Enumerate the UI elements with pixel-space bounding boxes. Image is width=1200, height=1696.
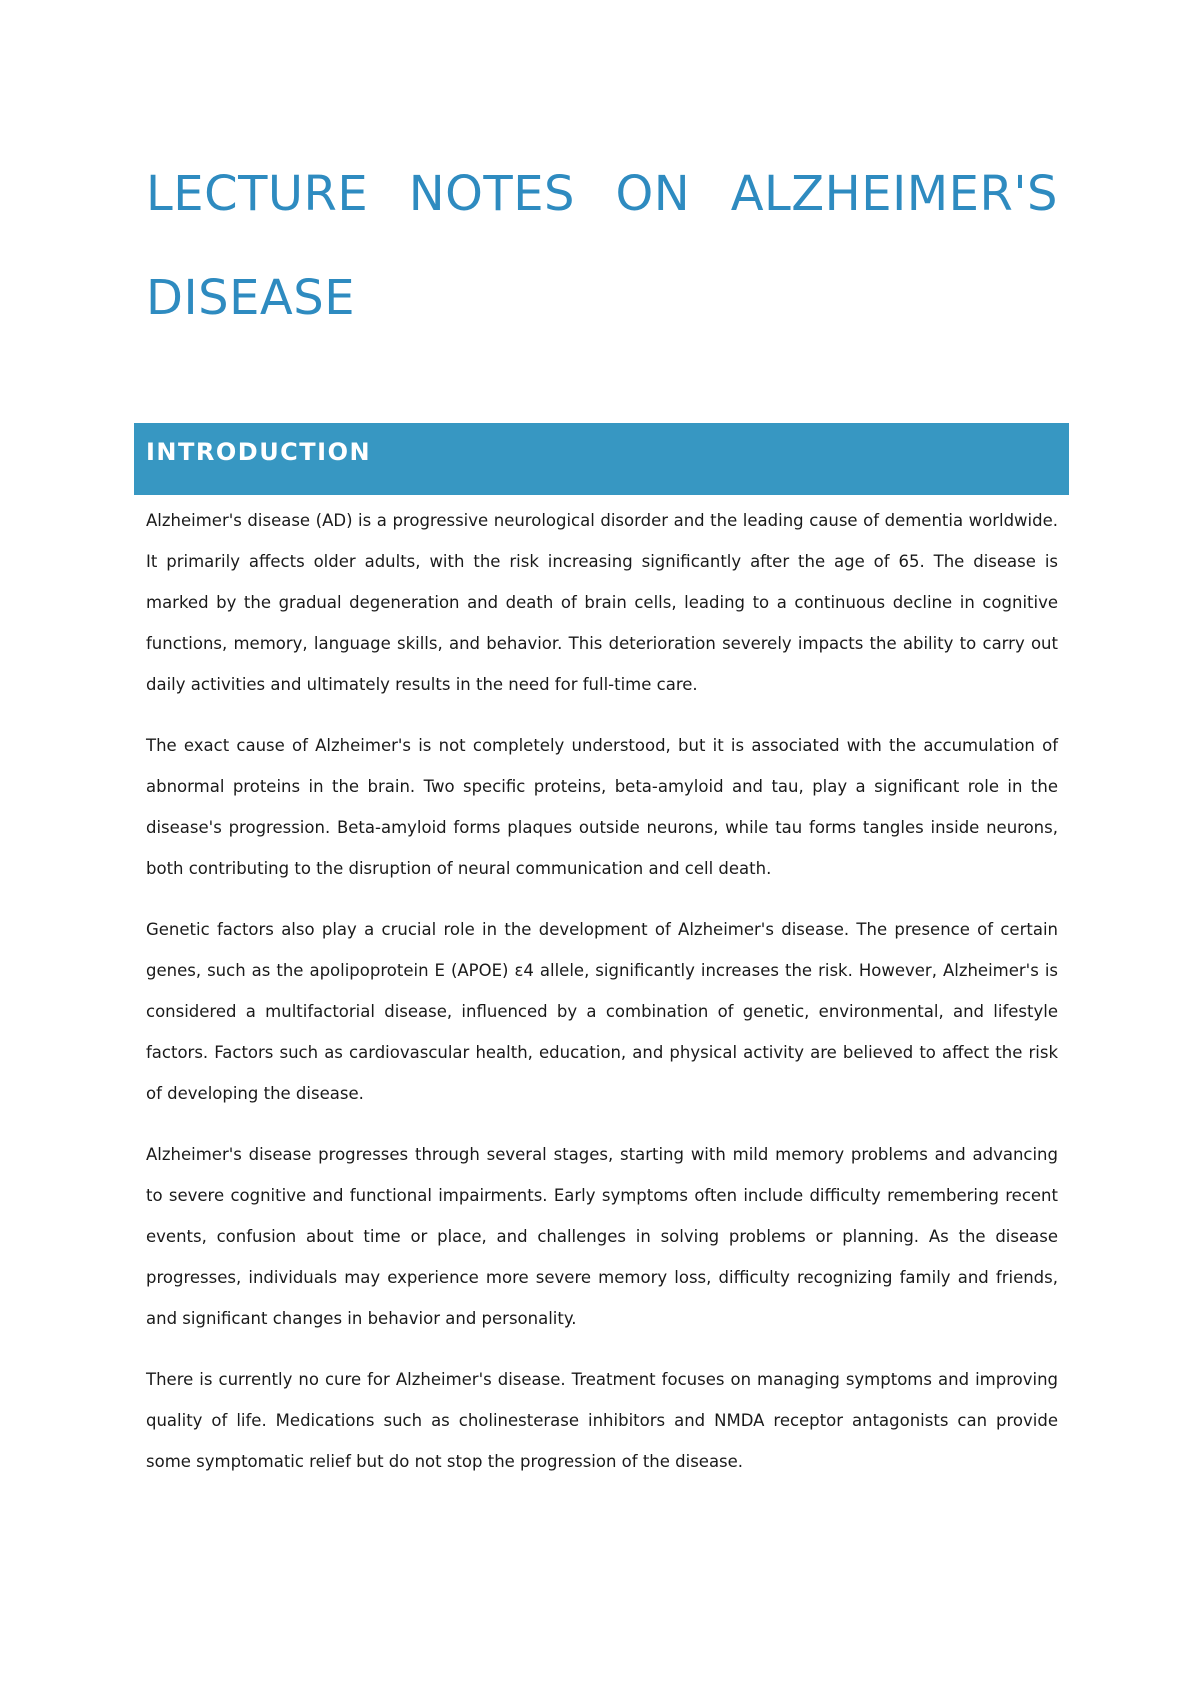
paragraph: Genetic factors also play a crucial role in the development of Alzheimer's disease. The presence of certain genes, such as the apolipoprotein E (APOE) ε4 allele, significantly increases the risk. However, Alzheimer's is considered a multifactorial disease, influenced by a combination of genetic, environmental, and lifestyle factors. Factors such as cardiovascular health, education, and physical activity are believed to affect the risk of developing the disease.: [146, 920, 1058, 1103]
paragraph: Alzheimer's disease (AD) is a progressive neurological disorder and the leading cause of dementia worldwide. It primarily affects older adults, with the risk increasing significantly after the age of 65. The disease is marked by the gradual degeneration and death of brain cells, leading to a continuous decline in cognitive functions, memory, language skills, and behavior. This deterioration severely impacts the ability to carry out daily activities and ultimately results in the need for full-time care.: [146, 511, 1058, 694]
paragraph: There is currently no cure for Alzheimer's disease. Treatment focuses on managing symptoms and improving quality of life. Medications such as cholinesterase inhibitors and NMDA receptor antagonists can provide some symptomatic relief but do not stop the progression of the disease.: [146, 1370, 1058, 1471]
document-title: LECTURE NOTES ON ALZHEIMER'S DISEASE: [146, 166, 1058, 326]
paragraph: The exact cause of Alzheimer's is not completely understood, but it is associated with the accumulation of abnormal proteins in the brain. Two specific proteins, beta-amyloid and tau, play a significant role in the disease's progression. Beta-amyloid forms plaques outside neurons, while tau forms tangles inside neurons, both contributing to the disruption of neural communication and cell death.: [146, 736, 1058, 878]
paragraph: Alzheimer's disease progresses through several stages, starting with mild memory problems and advancing to severe cognitive and functional impairments. Early symptoms often include difficulty remembering recent events, confusion about time or place, and challenges in solving problems or planning. As the disease progresses, individuals may experience more severe memory loss, difficulty recognizing family and friends, and significant changes in behavior and personality.: [146, 1145, 1058, 1328]
section-banner: [134, 423, 1069, 495]
section-heading: INTRODUCTION: [146, 438, 372, 466]
section-body: [146, 500, 1058, 1502]
